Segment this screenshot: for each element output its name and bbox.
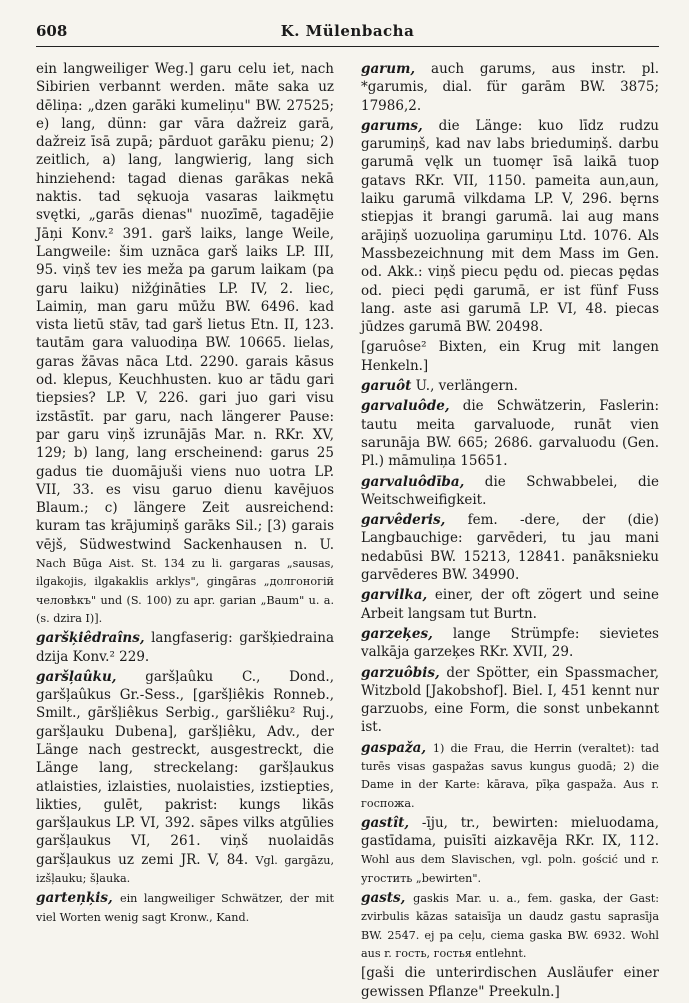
left-column <box>36 60 334 928</box>
entry-text: garšļaûku C., Dond., garšļaûkus Gr.-Sess., [garšļiêkis Ronneb., Smilt., gāršļiêkus Serbig., garšliêku² Ruj., garšļauku Dubena], garšļiêku, Adv., der Länge nach gestreckt, ausgestreckt, die Länge lang, streckelang: garšļaukus atlaisties, izlaisties, nuolaisties, izstiepties, likties, gulēt, pakrist: kungs likās garšļaukus LP. VI, 392. sāpes vilks atgūlies garšļaukus VI, 261. viņš nuolaidās garšļaukus uz zemi JR. V, 84. <box>36 668 334 868</box>
entry-text: -īju, tr., bewirten: mieluodama, gastīdama, puisīti aizkavēja RKr. IX, 112. <box>361 814 659 850</box>
entry-text: U., verlängern. <box>415 378 518 395</box>
dictionary-entry <box>36 668 334 888</box>
entry-lemma: garzuôbis, <box>361 664 440 681</box>
entry-note: Vgl. gargāzu, izšļauku; šļauka. <box>36 853 335 886</box>
entry-text: einer, der oft zögert und seine Arbeit langsam tut Burtn. <box>361 587 659 622</box>
dictionary-entry <box>36 60 334 627</box>
entry-text: ein langweiliger Weg.] garu celu iet, nach Sibirien verbannt werden. māte saka uz dēliņa: „dzen garāki kumeliņu" BW. 27525; e) lang, dünn: gar vāra dažreiz garā, dažreiz īsā zupā; pārduot garāku pienu; 2) zeitlich, a) lang, langwierig, lang sich hinziehend: tagad dienas garākas nekā naktis. tad sękuoja vasaras laikmętu svętki, „garās dienas" nuozīmē, tagadējie Jāņi Konv.² 391. garš laiks, lange Weile, Langweile: šim uznāca garš laiks LP. III, 95. viņš tev ies meža pa garum laikam (pa garu laiku) nižģināties LP. IV, 2. liec, Laimiņ, man garu mūžu BW. 6496. kad vista lietū stāv, tad garš lietus Etn. II, 123. tautām gara valuodiņa BW. 10665. lielas, garas žāvas nāca Ltd. 2290. garais kāsus od. klepus, Keuchhusten. kuo ar tādu gari tiepsies? LP. V, 226. gari juo gari visu izstāstīt. par garu, nach längerer Pause: par garu viņš izrunājās Mar. n. RKr. XV, 129; b) lang, lang erscheinend: garus 25 gadus tie duomājuši viens nuo uotra LP. VII, 33. es visu garuo dienu kavējuos Blaum.; c) längere Zeit ausreichend: kuram tas krājumiņš garāks Sil.; [3) garais vējš, Südwestwind Sackenhausen n. U. <box>36 61 334 553</box>
page-number: 608 <box>36 22 68 40</box>
dictionary-entry <box>361 889 659 962</box>
dictionary-entry <box>361 338 659 375</box>
dictionary-entry <box>361 586 659 623</box>
dictionary-entry <box>361 473 659 510</box>
entry-text: [garuôse² Bixten, ein Krug mit langen Henkeln.] <box>361 339 659 374</box>
entry-lemma: gastît, <box>361 814 410 831</box>
entry-text: die Schwätzerin, Faslerin: tautu meita garvaluode, runāt vien sarunāja BW. 665; 2686. garvaluodu (Gen. Pl.) māmuliņa 15651. <box>361 398 659 470</box>
entry-lemma: garšķiêdraîns, <box>36 630 145 647</box>
dictionary-entry <box>361 664 659 737</box>
dictionary-entry <box>361 117 659 337</box>
entry-note: Nach Būga Aist. St. 134 zu li. gargaras „sausas, ilgakojis, ilgakaklis arklys", gingāras „долгоногій человѣкъ" und (S. 100) zu apr. garian „Baum" u. a. (s. dzira I)]. <box>36 557 334 625</box>
entry-text: langfaserig: garšķiedraina dzija Konv.² 229. <box>36 630 334 665</box>
entry-text: der Spötter, ein Spassmacher, Witzbold [Jakobshof]. Biel. I, 451 kennt nur garzuobs, eine Form, die sonst unbekannt ist. <box>361 664 659 736</box>
dictionary-entry <box>361 814 659 887</box>
header-rule <box>36 46 659 47</box>
dictionary-entry <box>361 739 659 812</box>
entry-lemma: garum, <box>361 61 416 77</box>
dictionary-entry <box>361 60 659 115</box>
entry-lemma: garvaluôdība, <box>361 473 465 490</box>
entry-note: ein langweiliger Schwätzer, der mit viel Worten wenig sagt Kronw., Kand. <box>36 892 334 924</box>
dictionary-entry <box>361 397 659 470</box>
dictionary-entry <box>361 511 659 584</box>
entry-lemma: garzeķes, <box>361 625 433 642</box>
entry-note: Wohl aus dem Slavischen, vgl. poln. gościć und r. угостить „bewirten". <box>361 853 659 885</box>
entry-lemma: garvêderis, <box>361 512 446 529</box>
entry-text: auch garums, aus instr. pl. *garumis, dial. für garām BW. 3875; 17986,2. <box>361 61 659 114</box>
entry-lemma: garums, <box>361 117 423 134</box>
page-header <box>36 22 659 44</box>
dictionary-entry <box>36 889 334 926</box>
entry-note: gaskis Mar. u. a., fem. gaska, der Gast: zvirbulis kāzas sataisīja un daudz gastu saprasīja BW. 2547. ej pa ceļu, ciema gaska BW. 6932. Wohl aus r. гость, гостья entlehnt. <box>361 892 660 960</box>
running-title: K. Mülenbacha <box>280 22 415 40</box>
entry-lemma: garvilka, <box>361 587 428 604</box>
entry-lemma: garuôt <box>361 378 412 395</box>
entry-text: die Länge: kuo līdz rudzu garumiņš, kad nav labs briedumiņš. darbu garumā vęlk un tuomęr īsā laikā tuop gatavs RKr. VII, 1150. pameita aun,aun, laiku garumā vilkdama LP. V, 296. bęrns stiepjas it brangi garumā. lai aug mans arājiņš uozuoliņa garumiņu Ltd. 1076. Als Massbezeichnung mit dem Mass im Gen. od. Akk.: viņš piecu pędu od. piecas pędas od. pieci pędi garumā, er ist fünf Fuss lang. aste asi garumā LP. VI, 48. piecas jūdzes garumā BW. 20498. <box>361 117 659 336</box>
entry-lemma: gaspaža, <box>361 739 427 756</box>
dictionary-entry <box>361 625 659 662</box>
entry-text: [gaši die unterirdischen Ausläufer einer gewissen Pflanze" Preekuln.] <box>361 965 659 1000</box>
entry-text: lange Strümpfe: sievietes valkāja garzeķes RKr. XVII, 29. <box>361 625 659 661</box>
entry-lemma: gasts, <box>361 890 406 907</box>
entry-lemma: garteņķis, <box>36 890 113 907</box>
entry-lemma: garšļaûku, <box>36 668 117 685</box>
entry-text: die Schwabbelei, die Weitschweifigkeit. <box>361 473 659 508</box>
dictionary-entry <box>361 964 659 1001</box>
entry-text: fem. -dere, der (die) Langbauchige: garvēderi, tu jau mani nedabūsi BW. 15213, 12841. panāksnieku garvēderes BW. 34990. <box>361 512 659 584</box>
dictionary-entry <box>36 629 334 666</box>
entry-lemma: garvaluôde, <box>361 398 450 415</box>
dictionary-entry <box>361 377 659 395</box>
entry-note: 1) die Frau, die Herrin (veraltet): tad turēs visas gaspažas savus kungus guodā; 2) die Dame in der Karte: kārava, pīķa gaspaža. Aus r. госпожа. <box>361 741 659 810</box>
right-column <box>361 60 659 1003</box>
